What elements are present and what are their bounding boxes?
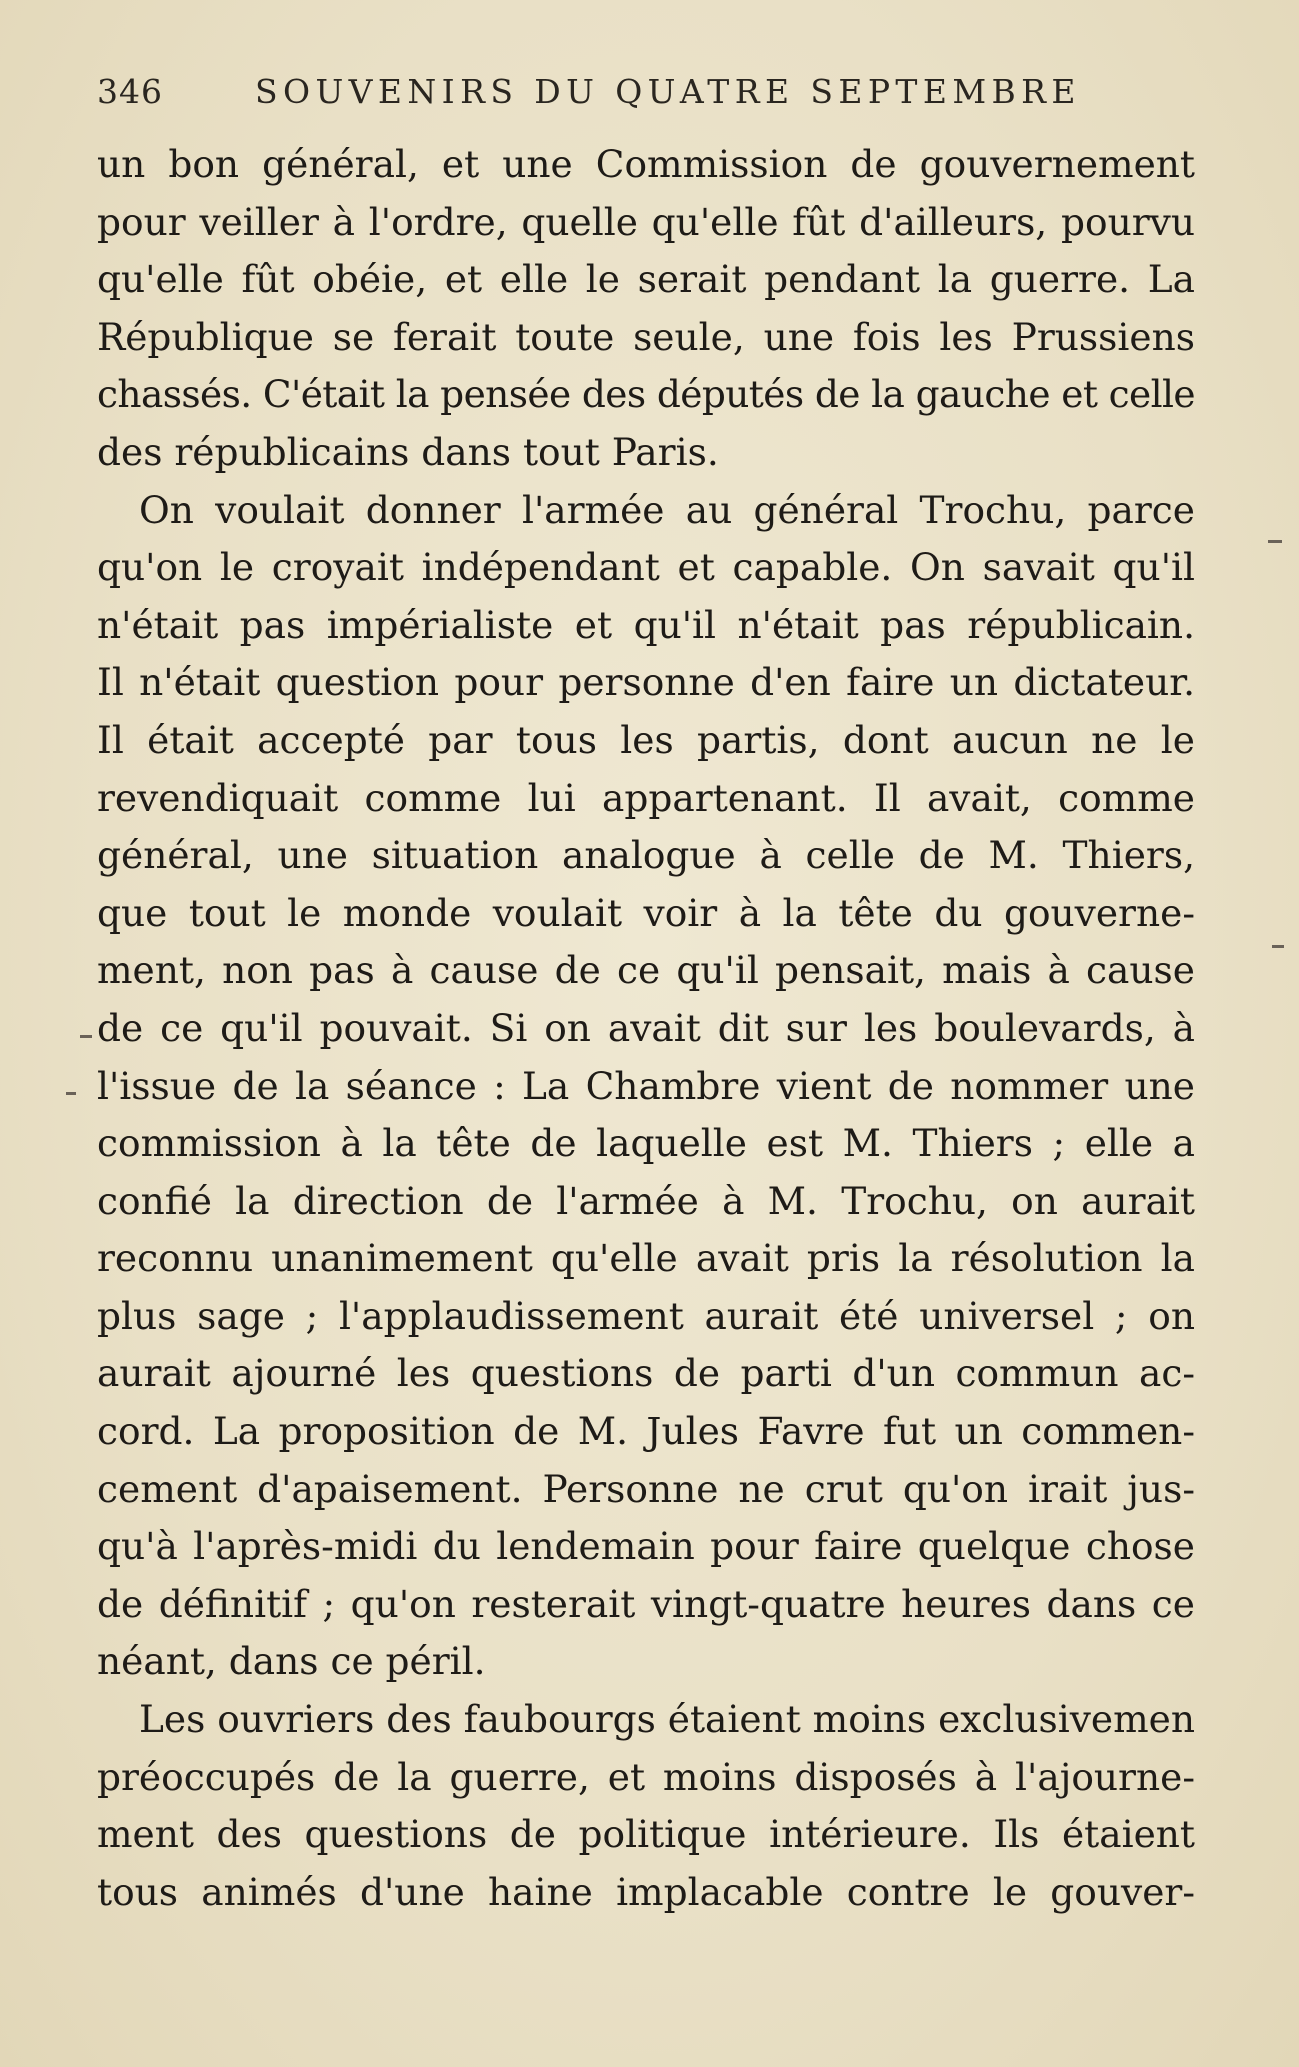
text-line: que tout le monde voulait voir à la tête du gouverne- <box>97 890 1195 935</box>
text-line: général, une situation analogue à celle de M. Thiers, <box>97 833 1195 878</box>
text-line: confié la direction de l'armée à M. Trochu, on aurait <box>97 1178 1195 1223</box>
text-line: l'issue de la séance : La Chambre vient de nommer une <box>97 1063 1195 1108</box>
margin-mark <box>1272 945 1284 948</box>
margin-mark <box>1268 540 1282 543</box>
text-line: de définitif ; qu'on resterait vingt-quatre heures dans ce <box>97 1581 1195 1626</box>
text-line: Il était accepté par tous les partis, dont aucun ne le <box>97 717 1195 762</box>
paragraph-3 <box>97 1691 1195 1921</box>
page-header <box>97 68 1197 118</box>
text-line: reconnu unanimement qu'elle avait pris la résolution la <box>97 1236 1195 1281</box>
text-line: néant, dans ce péril. <box>97 1639 486 1684</box>
text-line: aurait ajourné les questions de parti d'un commun ac- <box>97 1351 1195 1396</box>
text-line: de ce qu'il pouvait. Si on avait dit sur les boulevards, à <box>97 1005 1195 1050</box>
text-line: ment des questions de politique intérieure. Ils étaient <box>97 1812 1195 1857</box>
margin-mark <box>66 1092 76 1095</box>
text-line: n'était pas impérialiste et qu'il n'était pas républicain. <box>97 602 1195 647</box>
text-line: des républicains dans tout Paris. <box>97 429 719 474</box>
text-line: préoccupés de la guerre, et moins disposés à l'ajourne- <box>97 1754 1195 1799</box>
text-line: cord. La proposition de M. Jules Favre fut un commen- <box>97 1409 1195 1454</box>
text-line: qu'on le croyait indépendant et capable. On savait qu'il <box>97 545 1195 590</box>
text-line: Il n'était question pour personne d'en faire un dictateur. <box>97 660 1195 705</box>
text-line: revendiquait comme lui appartenant. Il avait, comme <box>97 775 1195 820</box>
running-head: SOUVENIRS DU QUATRE SEPTEMBRE <box>255 72 1081 111</box>
text-line: plus sage ; l'applaudissement aurait été universel ; on <box>97 1293 1195 1338</box>
text-line: cement d'apaisement. Personne ne crut qu'on irait jus- <box>97 1466 1195 1511</box>
text-line: Les ouvriers des faubourgs étaient moins exclusivemen <box>139 1697 1195 1742</box>
page-number: 346 <box>97 72 163 111</box>
text-line: chassés. C'était la pensée des députés de la gauche et celle <box>97 372 1195 417</box>
text-line: tous animés d'une haine implacable contre le gouver- <box>97 1869 1195 1914</box>
text-line: qu'elle fût obéie, et elle le serait pendant la guerre. La <box>97 257 1195 302</box>
text-line: qu'à l'après-midi du lendemain pour faire quelque chose <box>97 1524 1195 1569</box>
text-line: commission à la tête de laquelle est M. Thiers ; elle a <box>97 1121 1195 1166</box>
text-line: On voulait donner l'armée au général Trochu, parce <box>139 487 1195 532</box>
body-text <box>97 136 1195 1921</box>
text-line: un bon général, et une Commission de gouvernement <box>97 142 1195 186</box>
paragraph-2 <box>97 482 1195 1691</box>
text-line: pour veiller à l'ordre, quelle qu'elle fût d'ailleurs, pourvu <box>97 199 1195 244</box>
margin-mark <box>80 1035 92 1038</box>
text-line: ment, non pas à cause de ce qu'il pensait, mais à cause <box>97 948 1195 993</box>
text-line: République se ferait toute seule, une fois les Prussiens <box>97 314 1195 359</box>
paragraph-1 <box>97 136 1195 482</box>
